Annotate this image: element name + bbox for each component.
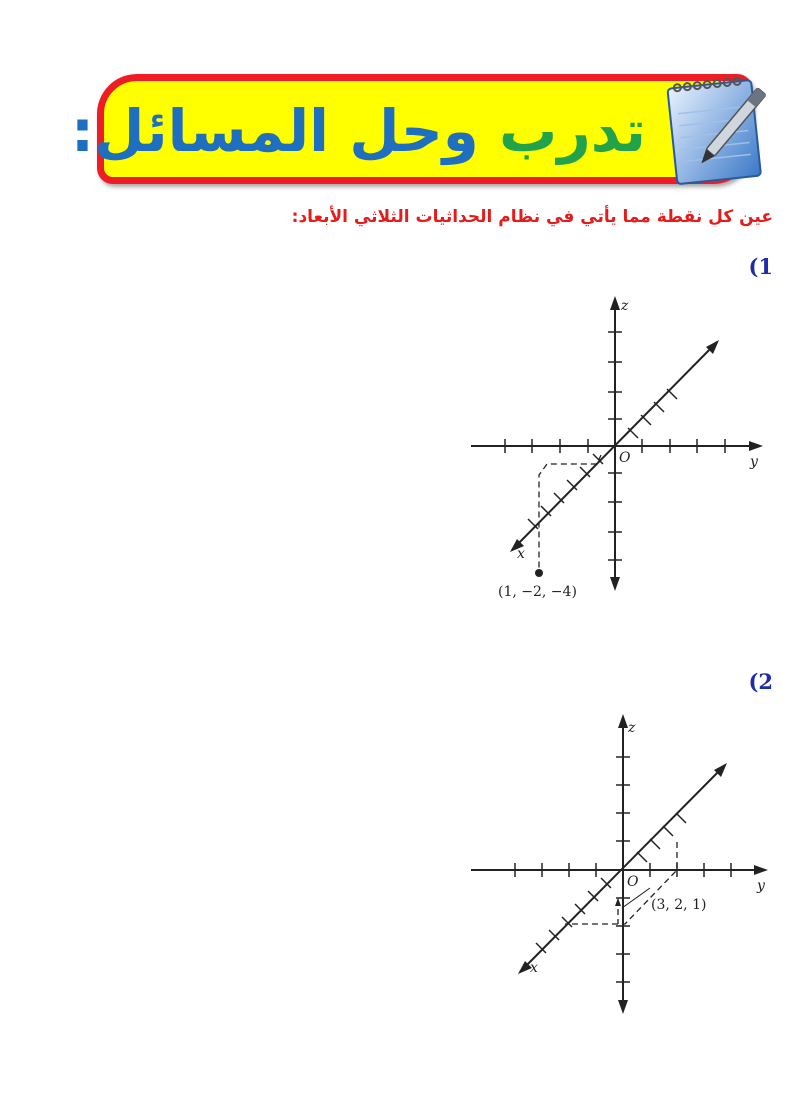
origin-label: O: [627, 874, 639, 890]
point-marker: [535, 569, 543, 577]
z-axis-label: z: [628, 720, 636, 736]
banner-title-part2: وحل المسائل:: [70, 97, 479, 165]
notebook-pen-icon: [660, 70, 770, 190]
banner-title: [71, 87, 646, 175]
x-axis-label: x: [517, 546, 525, 562]
y-axis-label: y: [757, 878, 765, 894]
question-2-number: (2: [748, 669, 773, 694]
z-axis-label: z: [621, 298, 629, 314]
banner-title-part1: تدرب: [499, 97, 646, 165]
question-2-graph: [465, 710, 775, 1040]
y-axis-label: y: [750, 454, 758, 470]
question-1-graph: [465, 292, 775, 622]
question-1-number: (1: [748, 254, 773, 279]
x-axis-label: x: [530, 960, 538, 976]
instruction-text: عين كل نقطة مما يأتي في نظام الحداثيات الثلاثي الأبعاد:: [291, 207, 773, 227]
point-label: (3, 2, 1): [651, 897, 707, 913]
point-label: (1, −2, −4): [498, 584, 577, 600]
origin-label: O: [619, 450, 631, 466]
title-banner: [70, 74, 753, 184]
